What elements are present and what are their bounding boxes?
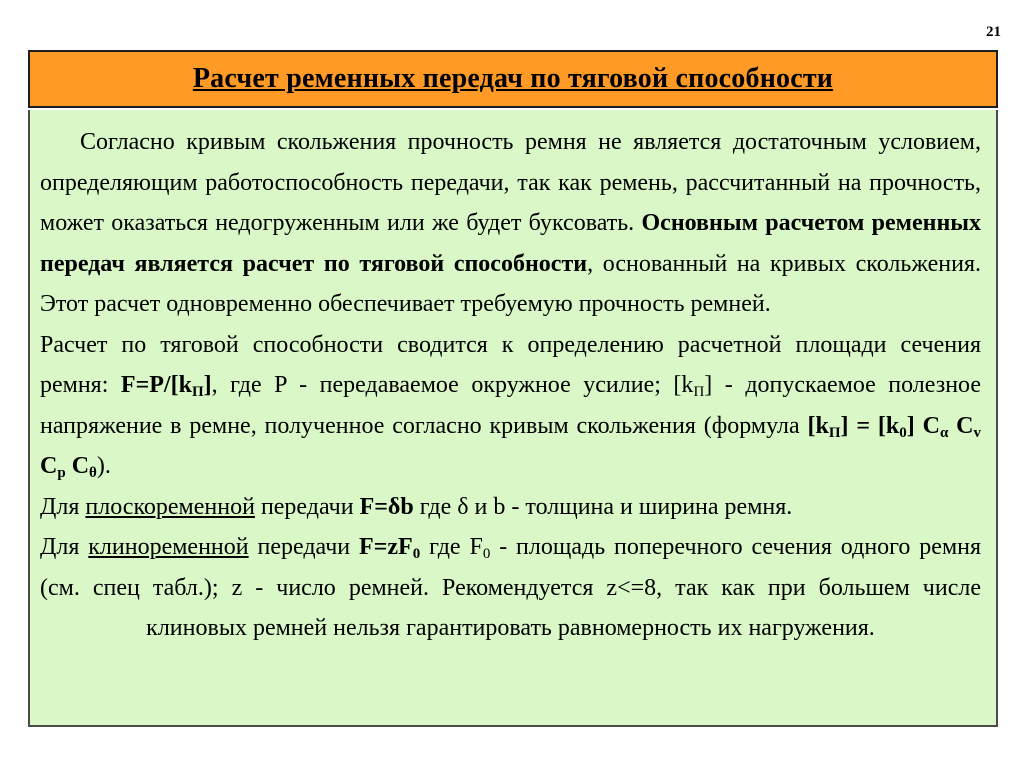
formula-area: $F=P/[k_П]$ <box>120 372 212 400</box>
traction-text-4: ). <box>96 453 111 479</box>
traction-text: Расчет по тяговой способности сводится к определению расчетной площади сечения ремня: <box>40 331 981 398</box>
content-box <box>28 110 998 727</box>
title-bar <box>28 50 998 108</box>
paragraph-traction <box>40 325 981 487</box>
formula-stress: $[k_П] = [k_0]$ $C_\alpha$ $C_v$ $C_p$ $C_\theta$ <box>40 412 981 481</box>
paragraph-flat-belt: Для плоскоременной передачи F=δb где δ и b - толщина и ширина ремня. <box>40 493 793 520</box>
paragraph-intro <box>40 122 981 325</box>
traction-text-3: ] - допускаемое полезное напряжение в ремне, полученное согласно кривым скольжения (формула <box>40 372 982 439</box>
slide-title: Расчет ременных передач по тяговой способности <box>192 63 834 94</box>
slide-number: 21 <box>986 24 1001 40</box>
intro-bold-text: Основным расчетом ременных передач является расчет по тяговой способности <box>40 210 982 277</box>
formula-v-belt: $F=zF_0$ <box>359 534 421 562</box>
traction-text-2: , где P - передаваемое окружное усилие; [k <box>211 372 694 398</box>
v-belt-term: клиноременной <box>88 534 249 560</box>
traction-sub: П <box>693 384 705 400</box>
formula-flat: F=δb <box>359 493 414 520</box>
paragraph-v-belt: Для клиноременной передачи $F=zF_0$ где $F_0$ - площадь поперечного сечения одного ремня (см. спец табл.); z - число ремней. Рекомендуется z<=8, так как при большем числе клиновых ремней нельзя гарантировать равномерность их нагружения. <box>40 534 982 641</box>
intro-text-end: , основанный на кривых скольжения. Этот расчет одновременно обеспечивает требуемую прочность ремней. <box>40 250 981 317</box>
intro-text: Согласно кривым скольжения прочность ремня не является достаточным условием, определяющим работоспособность передачи, так как ремень, рассчитанный на прочность, может оказаться недогруженным или же будет буксовать. <box>40 129 981 236</box>
flat-belt-term: плоскоременной <box>85 493 255 520</box>
